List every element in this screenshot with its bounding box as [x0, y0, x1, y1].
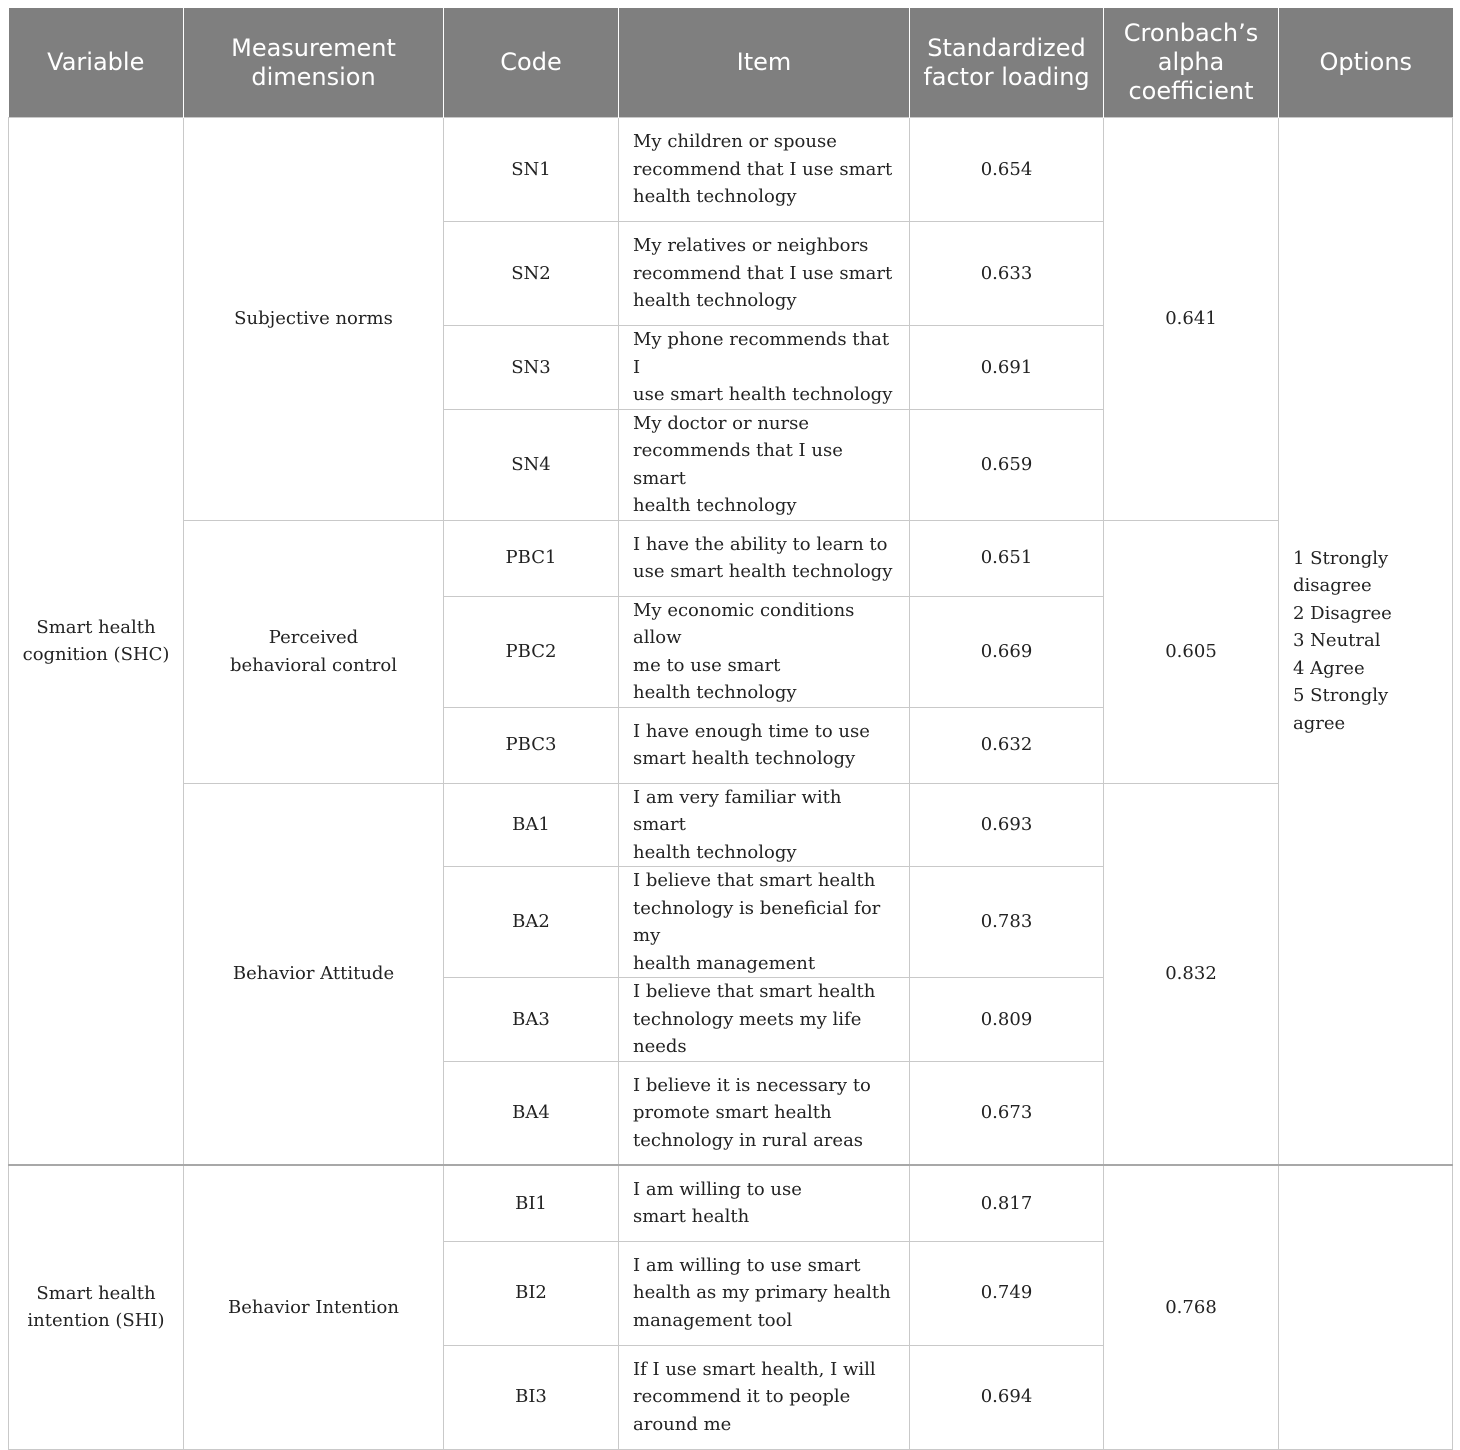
header-code: Code: [444, 8, 619, 118]
item-text-line: recommend that I use smart: [633, 262, 893, 284]
options-cell-empty: [1279, 1165, 1453, 1449]
item-text-line: smart health: [633, 1206, 750, 1228]
variable-cell: [9, 118, 184, 1166]
loading-cell: 0.749: [910, 1241, 1104, 1345]
code-cell: SN2: [444, 222, 619, 326]
item-text-line: health technology: [633, 841, 797, 863]
loading-cell: 0.669: [910, 596, 1104, 707]
item-text-line: I believe that smart health: [633, 981, 876, 1002]
loading-cell: 0.659: [910, 409, 1104, 520]
option-line: 5 Strongly agree: [1293, 685, 1389, 734]
item-text-line: technology is beneficial for my: [633, 897, 881, 946]
item-text-line: promote smart health: [633, 1102, 832, 1123]
item-text-line: I am willing to use smart: [633, 1254, 861, 1276]
table-row: [9, 118, 1453, 222]
item-cell: [619, 1061, 910, 1165]
code-cell: BA2: [444, 867, 619, 978]
header-factor-loading-label: Standardized factor loading: [923, 33, 1090, 91]
item-text-line: me to use smart: [633, 654, 781, 676]
loading-cell: 0.817: [910, 1165, 1104, 1241]
code-cell: PBC2: [444, 596, 619, 707]
item-text-line: use smart health technology: [633, 384, 893, 405]
header-item: Item: [619, 8, 910, 118]
dimension-cell: [184, 1165, 444, 1449]
item-cell: [619, 326, 910, 410]
header-cronbach-alpha: Cronbach’s alpha coefficient: [1104, 8, 1279, 118]
item-text-line: If I use smart health, I will: [633, 1358, 876, 1380]
alpha-cell: 0.768: [1104, 1165, 1279, 1449]
item-text-line: health management: [633, 952, 816, 974]
item-cell: [619, 978, 910, 1062]
table-row: [9, 783, 1453, 867]
code-cell: SN1: [444, 118, 619, 222]
measurement-table: [8, 8, 1453, 1450]
item-cell: [619, 1241, 910, 1345]
item-text-line: health technology: [633, 495, 797, 516]
variable-name-line: Smart health: [36, 616, 156, 638]
item-text-line: health technology: [633, 682, 797, 703]
item-text-line: I have the ability to learn to: [633, 533, 888, 555]
variable-name-line: cognition (SHC): [22, 644, 170, 665]
item-cell: [619, 1165, 910, 1241]
loading-cell: 0.654: [910, 118, 1104, 222]
dimension-cell: [184, 783, 444, 1165]
code-cell: BA3: [444, 978, 619, 1062]
item-cell: [619, 222, 910, 326]
option-line: 3 Neutral: [1293, 630, 1381, 652]
item-text-line: My economic conditions allow: [633, 599, 855, 648]
item-text-line: recommend that I use smart: [633, 158, 893, 180]
loading-cell: 0.691: [910, 326, 1104, 410]
header-row: [9, 8, 1453, 118]
item-text-line: management tool: [633, 1309, 793, 1331]
item-text-line: use smart health technology: [633, 561, 893, 582]
item-text-line: I believe it is necessary to: [633, 1074, 871, 1096]
option-line: 2 Disagree: [1293, 602, 1392, 624]
code-cell: BI1: [444, 1165, 619, 1241]
item-cell: [619, 783, 910, 867]
option-line: disagree: [1293, 575, 1372, 597]
item-text-line: My phone recommends that I: [633, 329, 890, 378]
loading-cell: 0.673: [910, 1061, 1104, 1165]
table-row: [9, 520, 1453, 596]
item-text-line: health technology: [633, 290, 797, 312]
variable-cell: [9, 1165, 184, 1449]
dimension-name-line: Subjective norms: [234, 308, 393, 329]
loading-cell: 0.783: [910, 867, 1104, 978]
loading-cell: 0.632: [910, 707, 1104, 783]
dimension-cell: [184, 118, 444, 521]
dimension-name-line: Behavior Attitude: [232, 963, 395, 984]
item-text-line: smart health technology: [633, 748, 856, 769]
item-text-line: I have enough time to use: [633, 720, 870, 742]
item-cell: [619, 118, 910, 222]
header-factor-loading: [910, 8, 1104, 118]
item-text-line: My doctor or nurse: [633, 412, 810, 434]
item-cell: [619, 520, 910, 596]
code-cell: BA4: [444, 1061, 619, 1165]
code-cell: BI3: [444, 1345, 619, 1449]
variable-name-line: intention (SHI): [27, 1310, 165, 1332]
code-cell: PBC3: [444, 707, 619, 783]
item-text-line: recommend it to people: [633, 1386, 851, 1408]
item-text-line: health as my primary health: [633, 1282, 891, 1304]
dimension-name-line: Behavior Intention: [228, 1296, 399, 1318]
options-cell: [1279, 118, 1453, 1166]
loading-cell: 0.694: [910, 1345, 1104, 1449]
option-line: 1 Strongly: [1293, 547, 1389, 569]
item-cell: [619, 409, 910, 520]
item-text-line: My children or spouse: [633, 131, 837, 153]
code-cell: BA1: [444, 783, 619, 867]
code-cell: PBC1: [444, 520, 619, 596]
loading-cell: 0.809: [910, 978, 1104, 1062]
item-text-line: health technology: [633, 186, 797, 208]
code-cell: SN3: [444, 326, 619, 410]
alpha-cell: 0.605: [1104, 520, 1279, 783]
item-cell: [619, 1345, 910, 1449]
loading-cell: 0.633: [910, 222, 1104, 326]
item-text-line: My relatives or neighbors: [633, 235, 869, 257]
item-cell: [619, 596, 910, 707]
header-variable: Variable: [9, 8, 184, 118]
loading-cell: 0.693: [910, 783, 1104, 867]
header-measurement-dimension: [184, 8, 444, 118]
item-text-line: recommends that I use smart: [633, 440, 843, 489]
header-measurement-dimension-label: Measurement dimension: [231, 33, 396, 91]
item-text-line: around me: [633, 1413, 732, 1435]
variable-name-line: Smart health: [36, 1282, 156, 1304]
dimension-cell: [184, 520, 444, 783]
dimension-name-line: behavioral control: [229, 654, 398, 676]
code-cell: SN4: [444, 409, 619, 520]
item-text-line: I am willing to use: [633, 1178, 802, 1200]
item-text-line: I am very familiar with smart: [633, 786, 842, 835]
alpha-cell: 0.832: [1104, 783, 1279, 1165]
item-text-line: I believe that smart health: [633, 870, 876, 891]
header-options: Options: [1279, 8, 1453, 118]
dimension-name-line: Perceived: [268, 627, 359, 648]
alpha-cell: 0.641: [1104, 118, 1279, 521]
loading-cell: 0.651: [910, 520, 1104, 596]
table-row: [9, 1165, 1453, 1241]
item-cell: [619, 867, 910, 978]
item-text-line: technology meets my life needs: [633, 1008, 862, 1057]
item-text-line: technology in rural areas: [633, 1129, 864, 1151]
option-line: 4 Agree: [1293, 657, 1365, 679]
item-cell: [619, 707, 910, 783]
code-cell: BI2: [444, 1241, 619, 1345]
